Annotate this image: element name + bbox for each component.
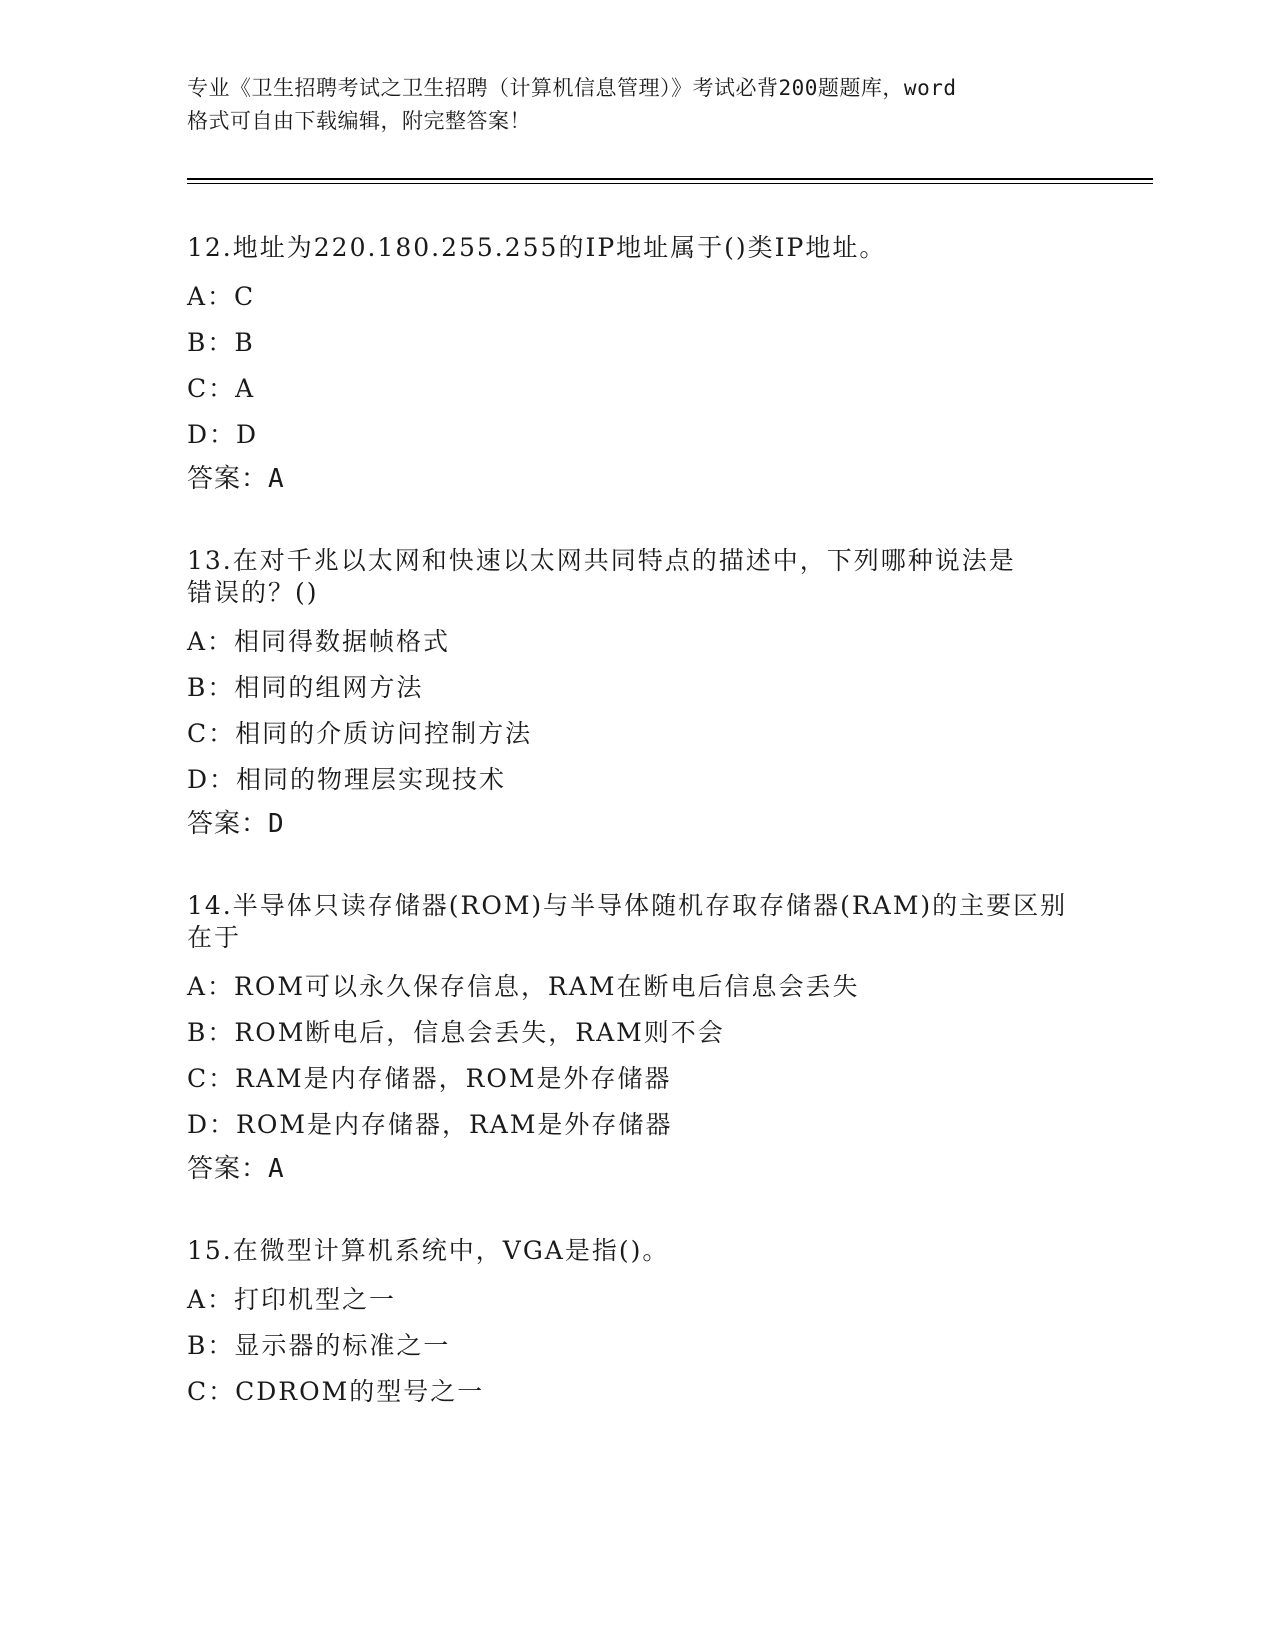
header-divider-thick bbox=[187, 178, 1153, 180]
question-stem: 12.地址为220.180.255.255的IP地址属于()类IP地址。 bbox=[187, 233, 887, 262]
document-header bbox=[187, 72, 1087, 138]
option-a: A：ROM可以永久保存信息，RAM在断电后信息会丢失 bbox=[187, 972, 860, 1001]
question-14 bbox=[187, 890, 1087, 1190]
question-stem: 13.在对千兆以太网和快速以太网共同特点的描述中，下列哪种说法是 错误的？() bbox=[187, 546, 1016, 607]
header-divider-thin bbox=[187, 183, 1153, 184]
option-a: A：打印机型之一 bbox=[187, 1285, 397, 1314]
option-d: D：D bbox=[187, 420, 259, 449]
question-stem: 14.半导体只读存储器(ROM)与半导体随机存取存储器(RAM)的主要区别 在于 bbox=[187, 891, 1068, 952]
option-d: D：相同的物理层实现技术 bbox=[187, 765, 507, 794]
option-b: B：显示器的标准之一 bbox=[187, 1331, 451, 1360]
option-a: A：相同得数据帧格式 bbox=[187, 627, 451, 656]
option-c: C：RAM是内存储器，ROM是外存储器 bbox=[187, 1064, 672, 1093]
answer-line: 答案：A bbox=[187, 1154, 285, 1184]
option-c: C：A bbox=[187, 374, 256, 403]
option-b: B：相同的组网方法 bbox=[187, 673, 424, 702]
option-d: D：ROM是内存储器，RAM是外存储器 bbox=[187, 1110, 673, 1139]
question-15 bbox=[187, 1235, 1087, 1415]
question-12 bbox=[187, 232, 1087, 500]
question-stem: 15.在微型计算机系统中，VGA是指()。 bbox=[187, 1236, 670, 1265]
option-c: C：相同的介质访问控制方法 bbox=[187, 719, 533, 748]
option-b: B：B bbox=[187, 328, 255, 357]
answer-line: 答案：D bbox=[187, 809, 285, 839]
option-c: C：CDROM的型号之一 bbox=[187, 1377, 485, 1406]
option-a: A：C bbox=[187, 282, 256, 311]
header-line-1: 专业《卫生招聘考试之卫生招聘（计算机信息管理）》考试必背200题题库，word bbox=[187, 76, 957, 100]
option-b: B：ROM断电后，信息会丢失，RAM则不会 bbox=[187, 1018, 725, 1047]
question-list bbox=[187, 232, 1087, 1460]
question-13 bbox=[187, 545, 1087, 845]
answer-line: 答案：A bbox=[187, 464, 285, 494]
header-line-2: 格式可自由下载编辑，附完整答案！ bbox=[187, 109, 531, 133]
